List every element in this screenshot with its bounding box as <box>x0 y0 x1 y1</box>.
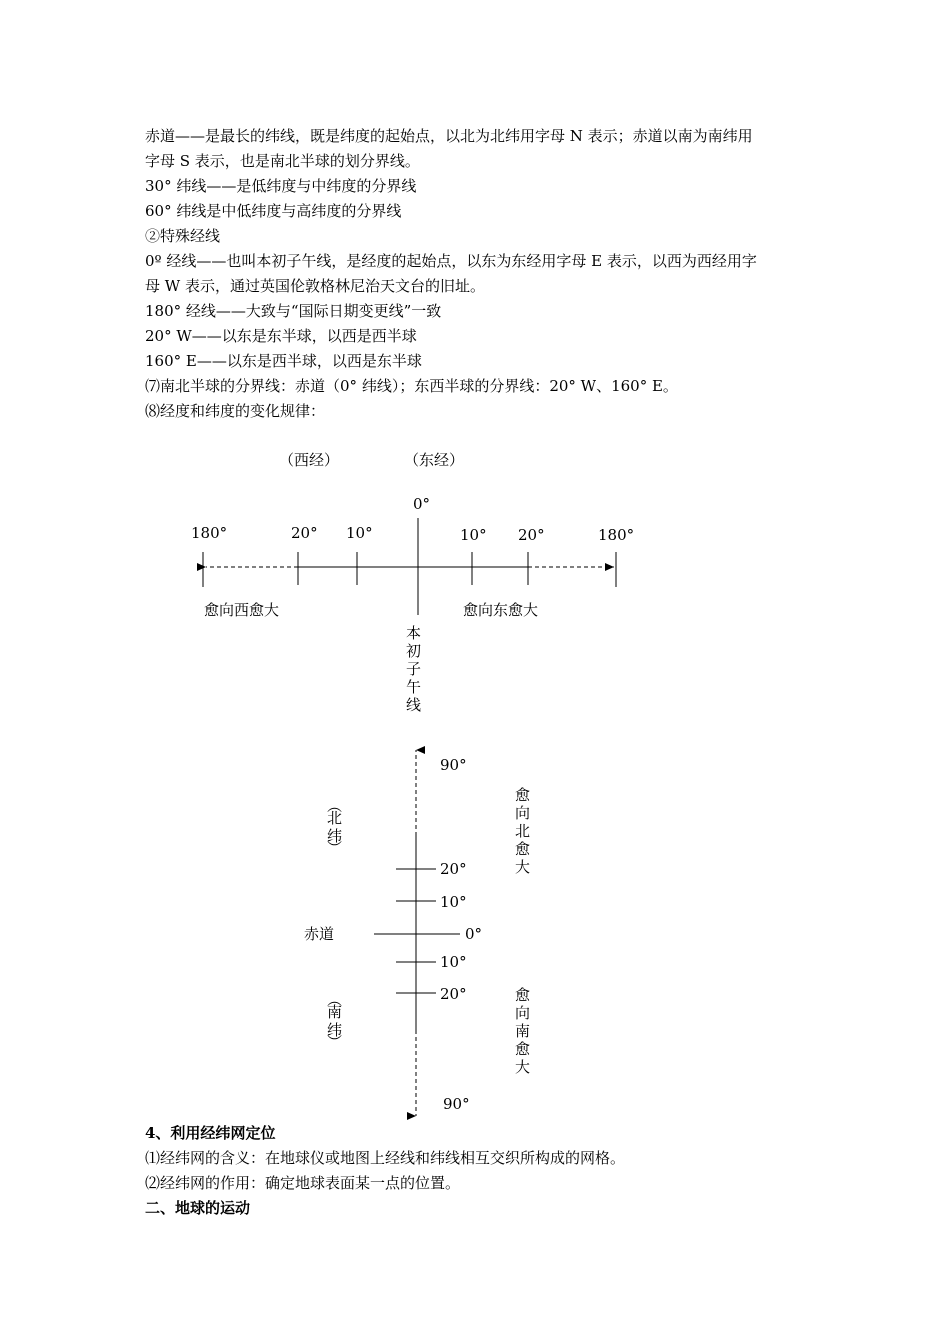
section-earth-motion-heading: 二、地球的运动 <box>145 1199 251 1217</box>
grid-function: ⑵经纬网的作用：确定地球表面某一点的位置。 <box>145 1174 461 1192</box>
east-trend-label: 愈向东愈大 <box>463 601 539 619</box>
paragraph-equator-line1: 赤道——是最长的纬线，既是纬度的起始点，以北为北纬用字母 N 表示；赤道以南为南纬用 <box>145 127 753 145</box>
south-pole-value: 90° <box>443 1095 470 1113</box>
north-latitude-label-char: 纬 <box>327 827 343 845</box>
prime-meridian-char: 线 <box>406 696 422 714</box>
prime-meridian-char: 午 <box>406 678 422 696</box>
east-tick-label: 10° <box>460 526 487 544</box>
paragraph-special-meridians: ②特殊经线 <box>145 227 221 245</box>
paragraph-180-meridian: 180° 经线——大致与“国际日期变更线”一致 <box>145 302 442 320</box>
west-longitude-label: （西经） <box>279 451 340 469</box>
paragraph-hemisphere-boundaries: ⑺南北半球的分界线：赤道（0° 纬线）；东西半球的分界线：20° W、160° E。 <box>145 377 678 395</box>
south-trend-char: 大 <box>515 1058 531 1076</box>
south-latitude-label-char: 南 <box>327 1003 343 1021</box>
west-tick-label: 10° <box>346 524 373 542</box>
paragraph-prime-meridian-line2: 母 W 表示，通过英国伦敦格林尼治天文台的旧址。 <box>145 277 485 295</box>
south-trend-char: 向 <box>515 1004 531 1022</box>
north-trend-char: 愈 <box>515 840 531 858</box>
north-tick-label: 20° <box>440 860 467 878</box>
south-tick-label: 20° <box>440 985 467 1003</box>
zero-meridian-value: 0° <box>413 495 431 513</box>
south-latitude-label-char: ） <box>325 1034 343 1050</box>
north-tick-label: 10° <box>440 893 467 911</box>
south-trend-char: 愈 <box>515 986 531 1004</box>
north-trend-char: 愈 <box>515 786 531 804</box>
south-trend-char: 愈 <box>515 1040 531 1058</box>
grid-definition: ⑴经纬网的含义：在地球仪或地图上经线和纬线相互交织所构成的网格。 <box>145 1149 626 1167</box>
paragraph-prime-meridian-line1: 0º 经线——也叫本初子午线，是经度的起始点，以东为东经用字母 E 表示，以西为西经用字 <box>145 252 757 270</box>
north-latitude-label-char: （ <box>325 798 343 814</box>
latitude-diagram <box>0 740 950 1120</box>
prime-meridian-char: 初 <box>406 642 422 660</box>
north-latitude-label-char: ） <box>325 840 343 856</box>
equator-label: 赤道 <box>304 925 335 943</box>
east-longitude-label: （东经） <box>404 451 465 469</box>
north-pole-value: 90° <box>440 756 467 774</box>
north-trend-char: 北 <box>515 822 531 840</box>
prime-meridian-char: 子 <box>406 660 422 678</box>
prime-meridian-char: 本 <box>406 624 422 642</box>
paragraph-60-parallel: 60° 纬线是中低纬度与高纬度的分界线 <box>145 202 402 220</box>
equator-value: 0° <box>465 925 483 943</box>
south-latitude-label-char: 纬 <box>327 1021 343 1039</box>
south-tick-label: 10° <box>440 953 467 971</box>
west-tick-label: 20° <box>291 524 318 542</box>
paragraph-equator-line2: 字母 S 表示，也是南北半球的划分界线。 <box>145 152 420 170</box>
west-trend-label: 愈向西愈大 <box>204 601 280 619</box>
longitude-diagram <box>0 440 950 720</box>
section-4-heading: 4、利用经纬网定位 <box>145 1124 276 1142</box>
north-trend-char: 向 <box>515 804 531 822</box>
paragraph-30-parallel: 30° 纬线——是低纬度与中纬度的分界线 <box>145 177 417 195</box>
paragraph-160e: 160° E——以东是西半球，以西是东半球 <box>145 352 422 370</box>
north-trend-char: 大 <box>515 858 531 876</box>
east-tick-label: 20° <box>518 526 545 544</box>
north-latitude-label-char: 北 <box>327 809 343 827</box>
paragraph-20w: 20° W——以东是东半球，以西是西半球 <box>145 327 417 345</box>
south-trend-char: 南 <box>515 1022 531 1040</box>
paragraph-change-rules: ⑻经度和纬度的变化规律： <box>145 402 326 420</box>
east-tick-label: 180° <box>598 526 635 544</box>
south-latitude-label-char: （ <box>325 992 343 1008</box>
west-tick-label: 180° <box>191 524 228 542</box>
